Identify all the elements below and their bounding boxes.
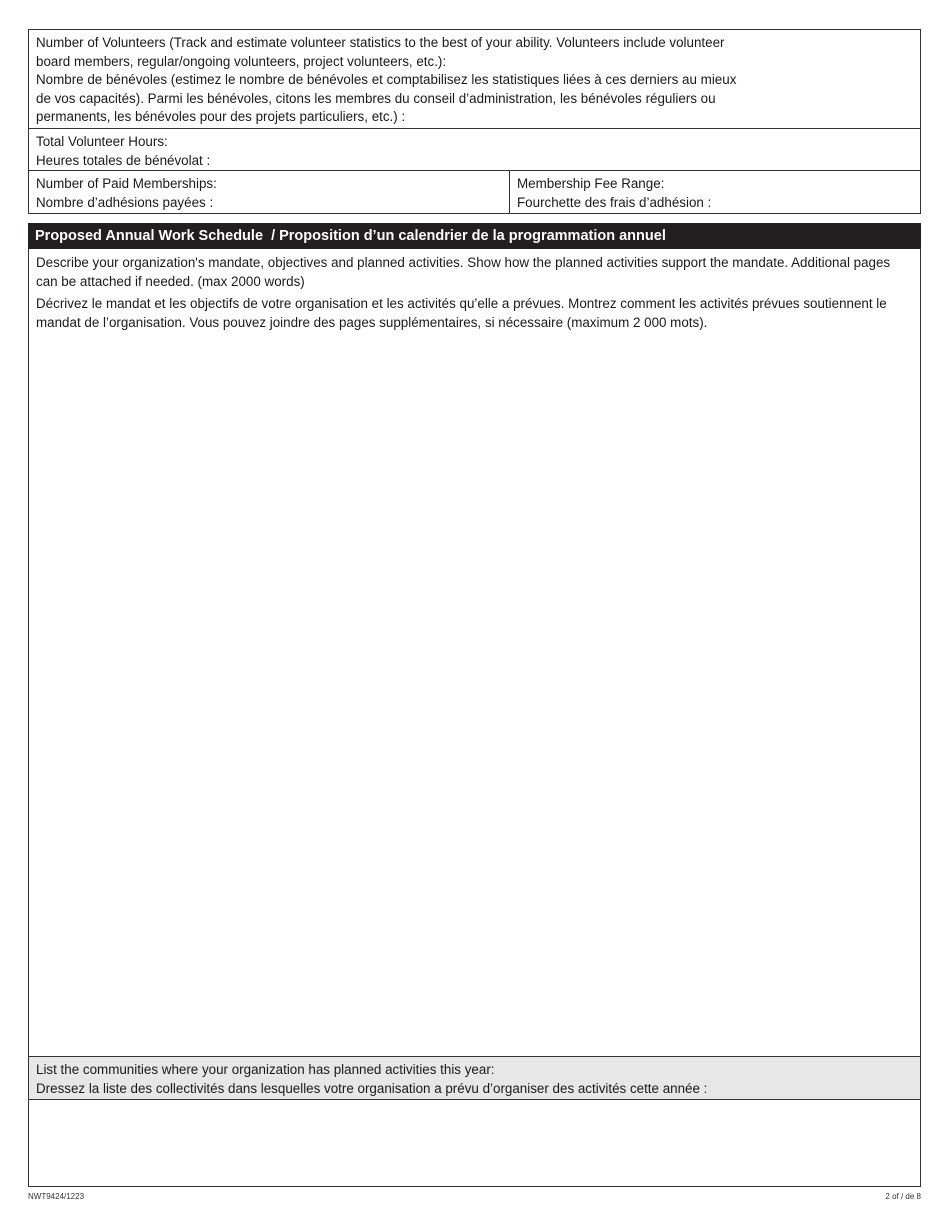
label-en: List the communities where your organization has planned activities this year:: [36, 1062, 495, 1077]
paid-memberships-field[interactable]: [29, 171, 509, 213]
label-line: Nombre de bénévoles (estimez le nombre de bénévoles et comptabilisez les statistiques liées à ces derniers au mieux: [36, 72, 737, 88]
label-line: board members, regular/ongoing volunteers, project volunteers, etc.):: [36, 53, 447, 69]
form-code: NWT9424/1223: [28, 1192, 85, 1201]
page-number: 2 of / de 8: [885, 1192, 921, 1201]
volunteer-hours-field[interactable]: [28, 128, 921, 171]
label-fr: Dressez la liste des collectivités dans lesquelles votre organisation a prévu d’organiser des activités cette année :: [36, 1080, 708, 1096]
label-line: de vos capacités). Parmi les bénévoles, citons les membres du conseil d’administration, les bénévoles réguliers ou: [36, 90, 716, 106]
memberships-row: [28, 170, 921, 214]
communities-label: [28, 1056, 921, 1100]
label-fr: Heures totales de bénévolat :: [36, 152, 211, 168]
communities-input[interactable]: [28, 1099, 921, 1187]
section-header: Proposed Annual Work Schedule / Proposition d’un calendrier de la programmation annuel: [28, 223, 921, 249]
membership-fee-range-field[interactable]: [510, 171, 920, 213]
label-fr: Fourchette des frais d’adhésion :: [517, 194, 712, 210]
mandate-instruction-fr: Décrivez le mandat et les objectifs de votre organisation et les activités qu’elle a prévues. Montrez comment les activités prévues soutiennent le mandat de l’organisation. Vous pouvez joindre des pages supplémentaires, si nécessaire (maximum 2 000 mots).: [36, 296, 887, 330]
label-en: Total Volunteer Hours:: [36, 134, 168, 149]
label-en: Membership Fee Range:: [517, 176, 665, 191]
volunteer-hours-label: [29, 129, 210, 170]
label-en: Number of Paid Memberships:: [36, 176, 217, 191]
mandate-instruction-en: Describe your organization's mandate, objectives and planned activities. Show how the planned activities support the mandate. Additional pages can be attached if needed. (max 2000 words): [36, 255, 891, 289]
label-line: permanents, les bénévoles pour des projets particuliers, etc.) :: [36, 109, 406, 125]
label-line: Number of Volunteers (Track and estimate volunteer statistics to the best of your ability. Volunteers include volunteer: [36, 35, 725, 50]
volunteers-field[interactable]: [28, 29, 921, 129]
volunteers-label: [29, 30, 736, 127]
mandate-textarea[interactable]: [28, 249, 921, 1057]
label-fr: Nombre d’adhésions payées :: [36, 194, 214, 210]
